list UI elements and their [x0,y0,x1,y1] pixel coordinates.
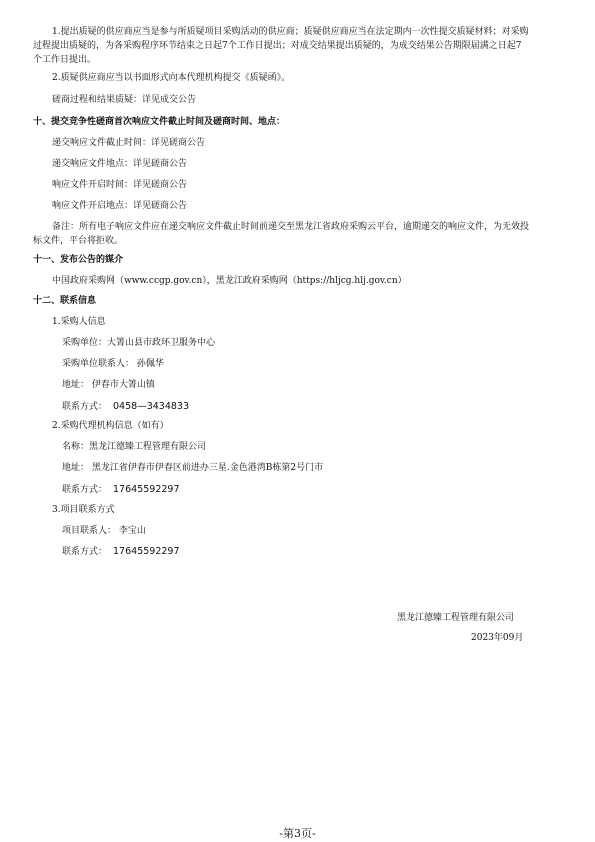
agency-address: 地址： 黑龙江省伊春市伊春区前进办三星.金色港湾B栋第2号门市 [62,463,324,473]
purchaser-phone-row [62,400,189,414]
project-contact-person: 项目联系人： 李宝山 [62,526,146,536]
agency-phone: 17645592297 [113,484,180,495]
negotiation-question-note: 磋商过程和结果质疑：详见成交公告 [52,95,197,105]
purchaser-contact-person: 采购单位联系人： 孙佩华 [62,359,164,369]
purchaser-info-title: 1.采购人信息 [52,317,106,327]
remark-line-1: 备注：所有电子响应文件应在递交响应文件截止时间前递交至黑龙江省政府采购云平台，逾期递交的响应文件，为无效投 [52,222,530,232]
section-twelve-heading: 十二、联系信息 [33,296,97,306]
question-rule-1-line-1: 1.提出质疑的供应商应当是参与所质疑项目采购活动的供应商；质疑供应商应当在法定期内一次性提交质疑材料；对采购 [52,27,529,37]
purchaser-unit: 采购单位：大箐山县市政环卫服务中心 [62,338,216,348]
agency-name: 名称：黑龙江德臻工程管理有限公司 [62,442,207,452]
signature-company: 黑龙江德臻工程管理有限公司 [397,613,515,623]
signature-date: 2023年09月 [471,633,524,643]
page-number: -第3页- [279,827,316,840]
project-phone-row [62,545,180,559]
project-phone-label: 联系方式： [62,547,108,557]
remark-line-2: 标文件，平台将拒收。 [33,236,124,246]
agency-phone-row [62,483,180,497]
question-rule-1-line-3: 个工作日提出。 [33,55,97,65]
response-deadline: 递交响应文件截止时间：详见磋商公告 [52,138,206,148]
purchaser-address: 地址： 伊春市大箐山镇 [62,380,155,390]
purchaser-phone-label: 联系方式： [62,402,108,412]
project-contact-title: 3.项目联系方式 [52,505,115,515]
publication-media: 中国政府采购网（www.ccgp.gov.cn），黑龙江政府采购网（https://hljcg.hlj.gov.cn） [52,276,407,286]
response-open-time: 响应文件开启时间：详见磋商公告 [52,180,188,190]
response-submit-location: 递交响应文件地点：详见磋商公告 [52,159,188,169]
project-phone: 17645592297 [113,546,180,557]
section-eleven-heading: 十一、发布公告的媒介 [33,255,124,265]
agency-phone-label: 联系方式： [62,485,108,495]
question-rule-2: 2.质疑供应商应当以书面形式向本代理机构提交《质疑函》。 [52,73,291,83]
section-ten-heading: 十、提交竞争性磋商首次响应文件截止时间及磋商时间、地点： [33,117,286,127]
agency-info-title: 2.采购代理机构信息（如有） [52,421,169,431]
purchaser-phone: 0458—3434833 [113,401,190,412]
response-open-location: 响应文件开启地点：详见磋商公告 [52,201,188,211]
question-rule-1-line-2: 过程提出质疑的，为各采购程序环节结束之日起7个工作日提出；对成交结果提出质疑的，为成交结果公告期限届满之日起7 [33,41,522,51]
